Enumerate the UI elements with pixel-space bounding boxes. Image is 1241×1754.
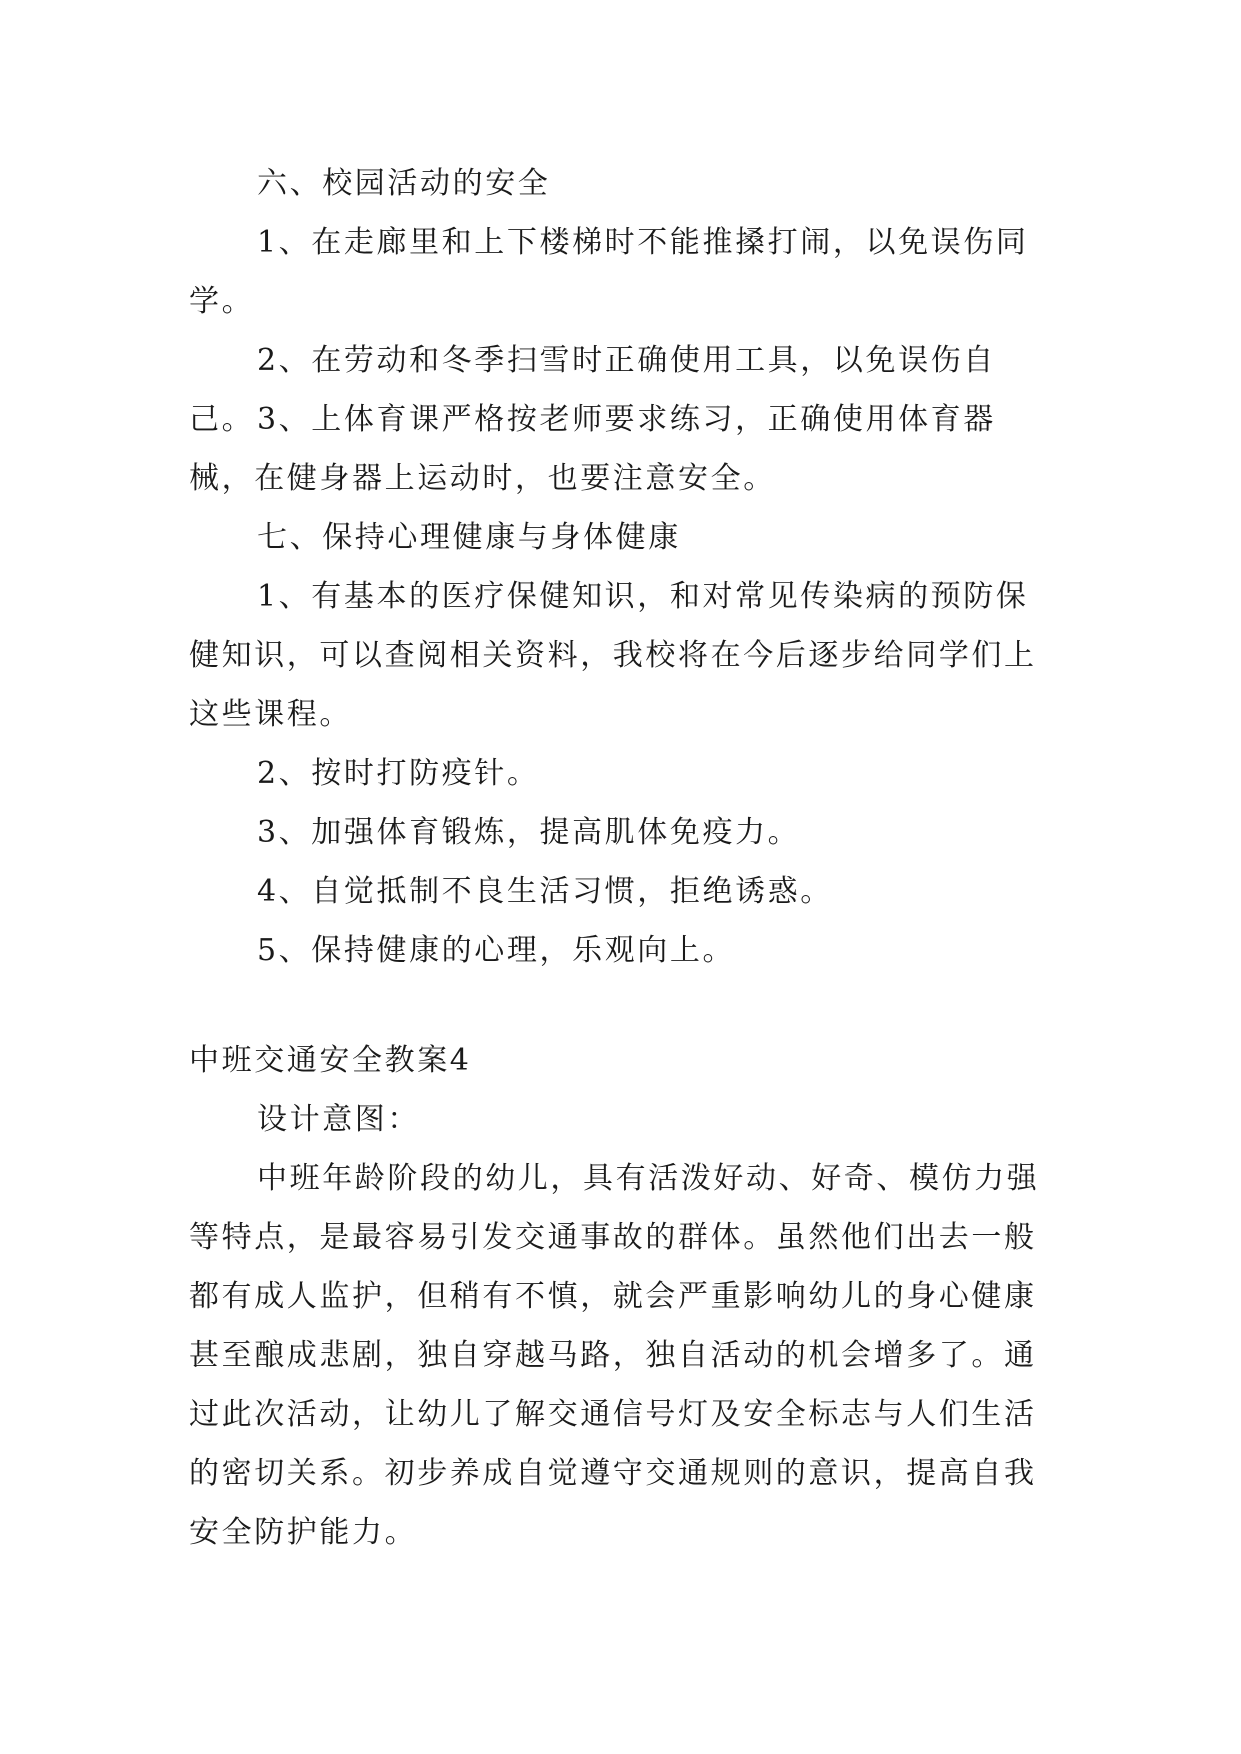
heading-mental-physical-health: 七、保持心理健康与身体健康 <box>257 520 681 555</box>
paragraph-item: 4、自觉抵制不良生活习惯，拒绝诱惑。 <box>257 874 833 909</box>
design-intent-heading: 设计意图： <box>257 1102 420 1137</box>
paragraph-item: 1、在走廊里和上下楼梯时不能推搡打闹，以免误伤同学。 <box>189 225 1029 319</box>
paragraph-item: 2、在劳动和冬季扫雪时正确使用工具，以免误伤自己。 <box>189 343 996 437</box>
paragraph-item: 2、按时打防疫针。 <box>257 756 540 791</box>
paragraph-item: 3、加强体育锻炼，提高肌体免疫力。 <box>257 815 801 850</box>
section-title: 中班交通安全教案4 <box>189 1043 472 1078</box>
paragraph-item: 5、保持健康的心理，乐观向上。 <box>257 933 736 968</box>
paragraph-item: 1、有基本的医疗保健知识，和对常见传染病的预防保健知识，可以查阅相关资料，我校将在今后逐步给同学们上这些课程。 <box>189 579 1037 732</box>
design-intent-body: 中班年龄阶段的幼儿，具有活泼好动、好奇、模仿力强等特点，是最容易引发交通事故的群体。虽然他们出去一般都有成人监护，但稍有不慎，就会严重影响幼儿的身心健康甚至酿成悲剧，独自穿越马路，独自活动的机会增多了。通过此次活动，让幼儿了解交通信号灯及安全标志与人们生活的密切关系。初步养成自觉遵守交通规则的意识，提高自我安全防护能力。 <box>189 1161 1040 1550</box>
paragraph-item: 3、上体育课严格按老师要求练习，正确使用体育器械，在健身器上运动时，也要注意安全。 <box>189 402 996 496</box>
heading-campus-activity-safety: 六、校园活动的安全 <box>257 166 551 201</box>
